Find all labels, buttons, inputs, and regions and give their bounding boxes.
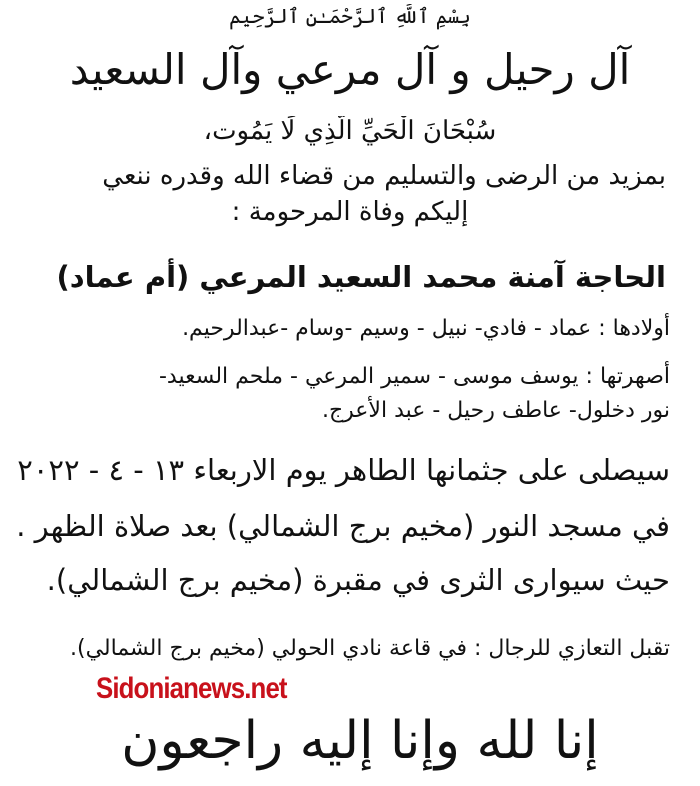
watermark-logo: Sidonianews.net bbox=[96, 672, 287, 705]
funeral-prayer-line-1: سيصلى على جثمانها الطاهر يوم الاربعاء ١٣ - ٤ - ٢٠٢٢ bbox=[17, 453, 670, 487]
intro-line-2: إليكم وفاة المرحومة : bbox=[231, 197, 469, 227]
intro-line-1: بمزيد من الرضى والتسليم من قضاء الله وقدره ننعي bbox=[102, 161, 666, 191]
funeral-prayer-line-2: في مسجد النور (مخيم برج الشمالي) بعد صلاة الظهر . bbox=[16, 509, 670, 543]
deceased-name: الحاجة آمنة محمد السعيد المرعي (أم عماد) bbox=[56, 260, 666, 294]
inlaws-line-2: نور دخلول- عاطف رحيل - عبد الأعرج. bbox=[321, 398, 670, 423]
children-list: أولادها : عماد - فادي- نبيل - وسيم -وسام -عبدالرحيم. bbox=[182, 316, 670, 341]
basmala: بِسْمِ ٱللَّهِ ٱلرَّحْمَـٰنِ ٱلرَّحِيم bbox=[229, 4, 471, 28]
condolence-info: تقبل التعازي للرجال : في قاعة نادي الحولي (مخيم برج الشمالي). bbox=[70, 636, 670, 661]
inlaws-line-1: أصهرتها : يوسف موسى - سمير المرعي - ملحم السعيد- bbox=[158, 364, 670, 389]
families-heading: آل رحيل و آل مرعي وآل السعيد bbox=[69, 45, 631, 94]
burial-line: حيث سيوارى الثرى في مقبرة (مخيم برج الشمالي). bbox=[46, 563, 670, 597]
subhan-verse: سُبْحَانَ الْحَيِّ الَّذِي لَا يَمُوت، bbox=[203, 116, 497, 146]
closing-verse: إنا لله وإنا إليه راجعون bbox=[121, 711, 599, 771]
